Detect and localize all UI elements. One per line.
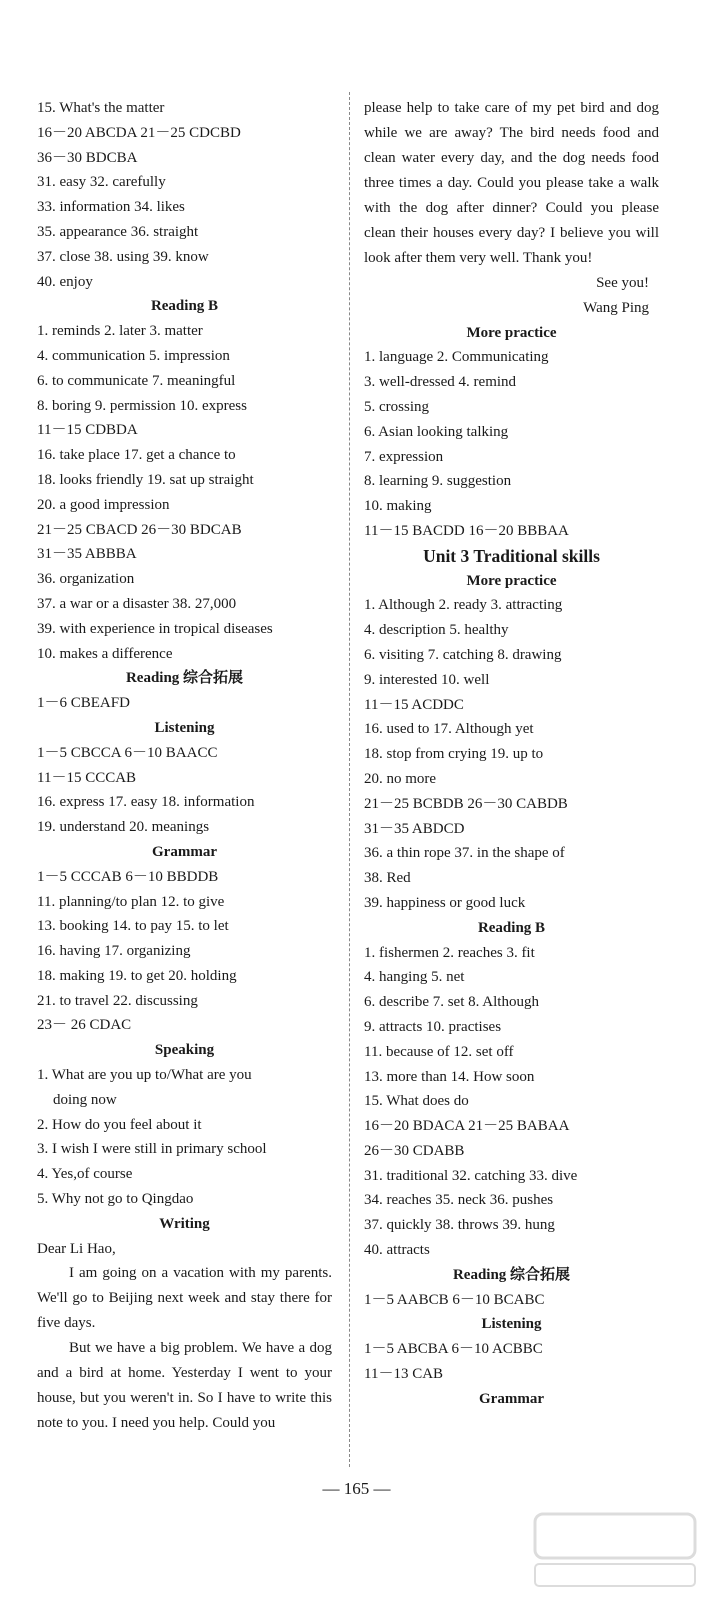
answer-line: 11. because of 12. set off <box>364 1043 514 1060</box>
answer-line: 16. used to 17. Although yet <box>364 721 534 738</box>
answer-line: 15. What's the matter <box>37 100 165 116</box>
answer-line: 1. fishermen 2. reaches 3. fit <box>364 944 535 961</box>
answer-line: doing now <box>53 1091 117 1108</box>
answer-line: 21－25 CBACD 26－30 BDCAB <box>37 521 242 538</box>
letter-continuation <box>364 96 659 271</box>
watermark-logo-icon <box>531 1510 701 1590</box>
letter-paragraph-2: But we have a big problem. We have a dog and a bird at home. Yesterday I went to your house, but you weren't in. So I have to write this note to you. I need you help. Could you <box>37 1340 332 1432</box>
answer-line: 34. reaches 35. neck 36. pushes <box>364 1192 554 1209</box>
answer-line: 1. Although 2. ready 3. attracting <box>364 597 563 614</box>
answer-line: 16－20 ABCDA 21－25 CDCBD <box>37 124 241 141</box>
answer-line: 8. boring 9. permission 10. express <box>37 397 247 414</box>
answer-line: 1－5 CCCAB 6－10 BBDDB <box>37 868 219 885</box>
answer-line: 40. attracts <box>364 1242 430 1259</box>
answer-line: 11－15 ACDDC <box>364 696 464 713</box>
answer-line: 6. describe 7. set 8. Although <box>364 994 539 1011</box>
column-divider <box>349 92 350 1467</box>
answer-line: 31－35 ABBBA <box>37 546 137 563</box>
section-heading: Reading 综合拓展 <box>125 670 244 687</box>
answer-line: 6. to communicate 7. meaningful <box>37 372 236 389</box>
answer-line: See you! <box>596 275 649 291</box>
answer-line: 20. a good impression <box>37 496 170 513</box>
answer-line: 4. Yes,of course <box>37 1166 133 1183</box>
answer-line: 16－20 BDACA 21－25 BABAA <box>364 1118 570 1135</box>
section-heading: Listening <box>481 1316 542 1333</box>
answer-line: 21－25 BCBDB 26－30 CABDB <box>364 795 568 812</box>
answer-line: 16. having 17. organizing <box>37 943 191 960</box>
answer-line: 5. Why not go to Qingdao <box>37 1191 194 1208</box>
answer-line: Wang Ping <box>583 299 649 316</box>
section-heading: More practice <box>466 572 557 589</box>
answer-line: 13. more than 14. How soon <box>364 1068 535 1085</box>
answer-line: 11－15 CDBDA <box>37 422 138 439</box>
answer-line: 1. reminds 2. later 3. matter <box>37 323 203 340</box>
section-heading: Grammar <box>152 843 217 860</box>
answer-line: 11－13 CAB <box>364 1366 444 1383</box>
section-heading: Listening <box>154 719 215 736</box>
answer-line: 13. booking 14. to pay 15. to let <box>37 918 229 935</box>
answer-line: 1－5 AABCB 6－10 BCABC <box>364 1291 545 1308</box>
answer-line: 4. description 5. healthy <box>364 622 509 639</box>
answer-line: 40. enjoy <box>37 273 93 290</box>
answer-line: 3. I wish I were still in primary school <box>37 1141 267 1158</box>
answer-line: 10. making <box>364 498 432 515</box>
answer-line: 4. hanging 5. net <box>364 969 465 986</box>
answer-line: 37. a war or a disaster 38. 27,000 <box>37 595 237 612</box>
answer-line: 18. looks friendly 19. sat up straight <box>37 471 254 488</box>
answer-line: 37. close 38. using 39. know <box>37 248 209 265</box>
answer-line: 31－35 ABDCD <box>364 820 465 837</box>
answer-line: 35. appearance 36. straight <box>37 223 199 240</box>
answer-line: 16. express 17. easy 18. information <box>37 794 255 811</box>
section-heading: Reading B <box>150 298 219 315</box>
left-answer-lines <box>37 96 332 1261</box>
answer-line: 18. stop from crying 19. up to <box>364 746 544 763</box>
left-column <box>37 96 332 1436</box>
answer-line: 36－30 BDCBA <box>37 149 138 166</box>
answer-line: 1. What are you up to/What are you <box>37 1067 252 1084</box>
page-number: — 165 — <box>322 1479 391 1498</box>
answer-line: 6. Asian looking talking <box>364 423 509 440</box>
answer-line: 18. making 19. to get 20. holding <box>37 967 237 984</box>
right-column <box>364 96 659 1412</box>
section-heading: Reading B <box>477 919 546 936</box>
answer-line: 38. Red <box>364 870 411 887</box>
section-heading: More practice <box>466 324 557 341</box>
right-answer-lines <box>364 271 659 1412</box>
answer-line: 11－15 CCCAB <box>37 769 137 786</box>
answer-line: 9. attracts 10. practises <box>364 1018 502 1035</box>
answer-line: 20. no more <box>364 770 437 787</box>
answer-line: 21. to travel 22. discussing <box>37 992 198 1009</box>
answer-line: 2. How do you feel about it <box>37 1116 202 1133</box>
answer-line: 36. a thin rope 37. in the shape of <box>364 845 565 862</box>
section-heading: Unit 3 Traditional skills <box>423 545 600 566</box>
answer-line: 3. well-dressed 4. remind <box>364 374 517 391</box>
answer-line: 5. crossing <box>364 398 429 415</box>
section-heading: Grammar <box>479 1390 544 1407</box>
answer-line: 1－6 CBEAFD <box>37 695 130 712</box>
answer-line: 33. information 34. likes <box>37 199 185 216</box>
writing-letter <box>37 1261 332 1436</box>
answer-line: 11. planning/to plan 12. to give <box>37 893 225 910</box>
answer-line: 31. traditional 32. catching 33. dive <box>364 1167 578 1184</box>
answer-line: 4. communication 5. impression <box>37 347 230 364</box>
answer-line: 8. learning 9. suggestion <box>364 473 512 490</box>
answer-line: 7. expression <box>364 448 444 465</box>
answer-line: Dear Li Hao, <box>37 1240 116 1257</box>
answer-line: 6. visiting 7. catching 8. drawing <box>364 646 562 663</box>
section-heading: Speaking <box>154 1042 215 1059</box>
answer-line: 1－5 CBCCA 6－10 BAACC <box>37 744 218 761</box>
answer-line: 16. take place 17. get a chance to <box>37 447 236 464</box>
answer-line: 19. understand 20. meanings <box>37 819 210 836</box>
answer-line: 1. language 2. Communicating <box>364 349 549 366</box>
letter-paragraph-1: I am going on a vacation with my parents. We'll go to Beijing next week and stay there for five days. <box>37 1265 332 1332</box>
answer-line: 39. happiness or good luck <box>364 894 526 911</box>
answer-line: 36. organization <box>37 571 135 588</box>
answer-line: 31. easy 32. carefully <box>37 174 166 191</box>
section-heading: Reading 综合拓展 <box>452 1266 571 1283</box>
answer-line: 26－30 CDABB <box>364 1142 465 1159</box>
answer-line: 15. What does do <box>364 1093 469 1110</box>
answer-line: 1－5 ABCBA 6－10 ACBBC <box>364 1341 543 1358</box>
answer-line: 11－15 BACDD 16－20 BBBAA <box>364 522 569 539</box>
answer-line: 37. quickly 38. throws 39. hung <box>364 1217 555 1234</box>
answer-line: 39. with experience in tropical diseases <box>37 620 273 637</box>
answer-line: 9. interested 10. well <box>364 671 490 688</box>
answer-line: 10. makes a difference <box>37 645 173 662</box>
letter-paragraph-continued: please help to take care of my pet bird and dog while we are away? The bird needs food and clean water every day, and the dog needs food three times a day. Could you please take a walk with the dog after dinner? Could you please clean their houses every day? I believe you will look after them very well. Thank you! <box>364 100 659 266</box>
section-heading: Writing <box>159 1215 210 1232</box>
answer-line: 23－ 26 CDAC <box>37 1017 132 1034</box>
